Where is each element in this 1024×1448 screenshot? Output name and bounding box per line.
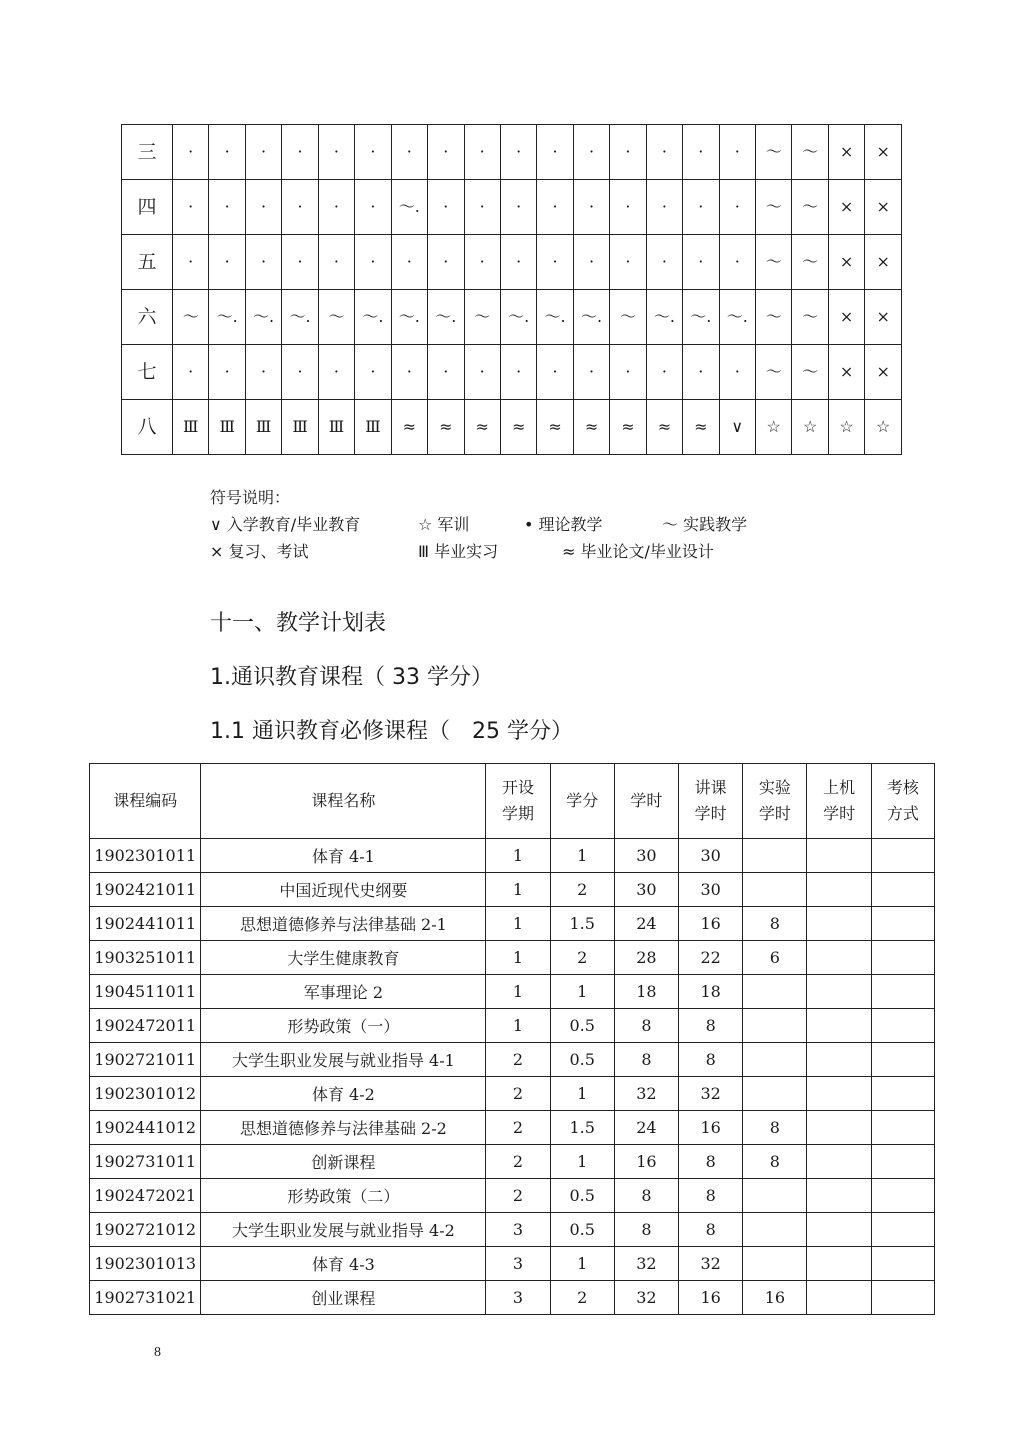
calendar-week-cell: · [683,345,719,400]
calendar-week-cell: · [173,235,209,290]
calendar-week-cell: ～ [792,290,828,345]
table-cell [807,1043,871,1077]
column-header: 考核 方式 [871,764,934,839]
calendar-week-cell: ～. [391,180,427,235]
table-cell: 3 [486,1281,550,1315]
calendar-week-cell: ≈ [610,400,646,455]
calendar-week-cell: ≈ [391,400,427,455]
legend-line-1 [210,511,748,538]
calendar-row [122,345,902,400]
calendar-week-cell: ～ [792,180,828,235]
table-cell: 18 [614,975,678,1009]
table-cell: 28 [614,941,678,975]
calendar-week-cell: · [173,125,209,180]
calendar-week-cell: ～. [428,290,464,345]
legend-internship: Ⅲ 毕业实习 [418,542,499,561]
course-name-cell: 体育 4-3 [201,1247,486,1281]
legend-theory: • 理论教学 [524,515,603,534]
table-cell [743,1247,807,1281]
table-cell: 1.5 [550,907,614,941]
calendar-week-cell: · [391,235,427,290]
calendar-week-cell: · [573,235,609,290]
column-header: 学分 [550,764,614,839]
table-cell [743,1077,807,1111]
table-cell: 30 [679,839,743,873]
table-cell: 6 [743,941,807,975]
calendar-week-cell: · [282,125,318,180]
column-header: 讲课 学时 [679,764,743,839]
table-cell: 0.5 [550,1009,614,1043]
table-cell: 1 [486,839,550,873]
course-code-cell: 1904511011 [90,975,201,1009]
calendar-week-cell: ≈ [500,400,536,455]
table-cell: 1 [550,1247,614,1281]
calendar-week-cell: · [318,180,354,235]
course-code-cell: 1902301011 [90,839,201,873]
calendar-week-cell: ≈ [537,400,573,455]
calendar-week-cell: ～ [756,180,792,235]
calendar-week-cell: ～ [792,345,828,400]
calendar-week-cell: ～ [610,290,646,345]
table-cell: 2 [550,941,614,975]
table-cell: 30 [614,873,678,907]
calendar-week-cell: ≈ [573,400,609,455]
legend-thesis: ≈ 毕业论文/毕业设计 [562,542,714,561]
table-cell [871,941,934,975]
table-cell [807,1145,871,1179]
table-cell [807,1247,871,1281]
calendar-week-cell: × [828,180,864,235]
table-cell: 1 [550,839,614,873]
calendar-week-cell: ～. [209,290,245,345]
calendar-week-cell: · [683,235,719,290]
section-title: 十一、教学计划表 [210,611,387,636]
table-row [90,1281,935,1315]
page-number: 8 [154,1345,161,1360]
table-row [90,907,935,941]
calendar-week-cell: · [464,235,500,290]
calendar-week-cell: · [282,180,318,235]
calendar-week-cell: · [355,345,391,400]
calendar-week-cell: · [573,125,609,180]
table-cell: 8 [614,1179,678,1213]
calendar-week-cell: · [537,345,573,400]
symbol-legend [210,484,748,565]
calendar-week-cell: × [828,125,864,180]
calendar-week-cell: ～. [391,290,427,345]
table-cell [871,1043,934,1077]
table-row [90,1179,935,1213]
table-cell: 22 [679,941,743,975]
calendar-week-cell: ≈ [428,400,464,455]
table-cell: 8 [679,1145,743,1179]
calendar-week-cell: Ⅲ [318,400,354,455]
table-row [90,1145,935,1179]
table-cell: 0.5 [550,1213,614,1247]
calendar-week-cell: · [610,125,646,180]
table-cell [743,1043,807,1077]
table-cell [807,941,871,975]
calendar-week-cell: · [537,180,573,235]
table-cell: 2 [486,1077,550,1111]
table-cell [871,975,934,1009]
table-cell [871,1247,934,1281]
calendar-week-cell: · [245,235,281,290]
table-cell [871,839,934,873]
table-cell [871,907,934,941]
table-cell: 8 [614,1009,678,1043]
table-cell: 24 [614,907,678,941]
calendar-week-cell: · [428,180,464,235]
table-cell [807,1077,871,1111]
table-row [90,1111,935,1145]
calendar-week-cell: ～. [683,290,719,345]
calendar-week-cell: · [464,180,500,235]
table-cell [807,839,871,873]
calendar-week-cell: · [318,235,354,290]
table-cell [807,975,871,1009]
table-cell: 0.5 [550,1179,614,1213]
calendar-row [122,180,902,235]
table-cell: 16 [679,1281,743,1315]
calendar-week-cell: Ⅲ [355,400,391,455]
calendar-week-cell: · [209,235,245,290]
calendar-week-cell: · [719,345,755,400]
table-cell: 2 [550,873,614,907]
course-name-cell: 大学生健康教育 [201,941,486,975]
calendar-week-cell: · [355,235,391,290]
table-cell: 32 [679,1077,743,1111]
calendar-week-cell: · [318,125,354,180]
table-cell [743,873,807,907]
table-cell: 18 [679,975,743,1009]
subsubsection-title: 1.1 通识教育必修课程（ 25 学分） [210,719,573,744]
calendar-week-cell: ～ [756,235,792,290]
table-cell: 1 [550,1077,614,1111]
table-row [90,1077,935,1111]
calendar-week-cell: ～ [318,290,354,345]
table-cell: 3 [486,1213,550,1247]
calendar-week-cell: · [646,345,682,400]
column-header: 开设 学期 [486,764,550,839]
course-code-cell: 1902721012 [90,1213,201,1247]
course-name-cell: 形势政策（一） [201,1009,486,1043]
table-cell [743,1213,807,1247]
course-name-cell: 大学生职业发展与就业指导 4-1 [201,1043,486,1077]
course-name-cell: 军事理论 2 [201,975,486,1009]
calendar-week-cell: ～. [282,290,318,345]
calendar-year-label: 四 [122,180,173,235]
table-cell [743,975,807,1009]
table-cell [807,907,871,941]
calendar-week-cell: ∨ [719,400,755,455]
table-cell: 8 [679,1179,743,1213]
table-cell [743,839,807,873]
calendar-week-cell: · [573,345,609,400]
calendar-week-cell: ～ [792,235,828,290]
table-cell: 2 [486,1043,550,1077]
course-code-cell: 1902721011 [90,1043,201,1077]
course-code-cell: 1902301013 [90,1247,201,1281]
table-cell: 2 [486,1145,550,1179]
table-cell: 16 [743,1281,807,1315]
calendar-week-cell: · [610,235,646,290]
table-cell: 16 [679,907,743,941]
calendar-week-cell: ≈ [464,400,500,455]
table-cell [807,1111,871,1145]
table-cell: 32 [614,1281,678,1315]
table-cell: 30 [614,839,678,873]
table-cell [871,1281,934,1315]
table-cell: 8 [679,1043,743,1077]
calendar-week-cell: × [828,290,864,345]
table-cell [871,1179,934,1213]
course-name-cell: 创业课程 [201,1281,486,1315]
calendar-week-cell: · [209,125,245,180]
course-code-cell: 1902421011 [90,873,201,907]
calendar-week-cell: ～. [355,290,391,345]
calendar-week-cell: · [173,345,209,400]
calendar-week-cell: ～ [756,125,792,180]
calendar-week-cell: · [428,125,464,180]
calendar-row [122,400,902,455]
table-cell: 32 [614,1077,678,1111]
teaching-calendar-table [121,124,902,455]
table-cell: 32 [679,1247,743,1281]
calendar-week-cell: · [537,125,573,180]
calendar-week-cell: · [355,125,391,180]
calendar-week-cell: × [865,345,902,400]
table-cell: 0.5 [550,1043,614,1077]
column-header: 上机 学时 [807,764,871,839]
calendar-week-cell: ～ [756,290,792,345]
table-cell: 30 [679,873,743,907]
calendar-week-cell: ～. [646,290,682,345]
table-cell: 8 [743,1111,807,1145]
calendar-week-cell: Ⅲ [173,400,209,455]
calendar-week-cell: ～ [792,125,828,180]
calendar-week-cell: ～. [573,290,609,345]
calendar-week-cell: ☆ [828,400,864,455]
calendar-week-cell: · [719,125,755,180]
calendar-row [122,290,902,345]
calendar-week-cell: · [282,235,318,290]
course-code-cell: 1902301012 [90,1077,201,1111]
table-cell [807,1179,871,1213]
calendar-week-cell: · [646,125,682,180]
column-header: 课程名称 [201,764,486,839]
table-cell: 1 [486,941,550,975]
course-name-cell: 体育 4-1 [201,839,486,873]
table-row [90,1247,935,1281]
calendar-week-cell: · [464,345,500,400]
table-row [90,1043,935,1077]
calendar-week-cell: · [500,125,536,180]
course-name-cell: 思想道德修养与法律基础 2-1 [201,907,486,941]
calendar-week-cell: ≈ [683,400,719,455]
calendar-week-cell: · [500,235,536,290]
legend-line-2 [210,538,714,565]
table-cell [871,1077,934,1111]
course-name-cell: 体育 4-2 [201,1077,486,1111]
table-row [90,839,935,873]
course-name-cell: 中国近现代史纲要 [201,873,486,907]
calendar-week-cell: · [209,180,245,235]
legend-title: 符号说明： [210,488,291,507]
table-cell [871,1111,934,1145]
teaching-plan-table [89,763,935,1315]
course-code-cell: 1902441012 [90,1111,201,1145]
course-code-cell: 1902441011 [90,907,201,941]
calendar-week-cell: × [865,290,902,345]
table-cell: 8 [679,1009,743,1043]
calendar-week-cell: ☆ [792,400,828,455]
calendar-week-cell: · [610,345,646,400]
table-row [90,1213,935,1247]
calendar-week-cell: × [865,125,902,180]
table-cell: 1 [486,1009,550,1043]
calendar-week-cell: · [537,235,573,290]
calendar-week-cell: · [318,345,354,400]
calendar-week-cell: ～ [756,345,792,400]
calendar-week-cell: · [245,125,281,180]
calendar-week-cell: · [173,180,209,235]
calendar-week-cell: · [500,345,536,400]
subsection-title: 1.通识教育课程（ 33 学分） [210,665,493,690]
table-cell: 8 [743,1145,807,1179]
calendar-week-cell: · [391,125,427,180]
course-name-cell: 形势政策（二） [201,1179,486,1213]
calendar-row [122,125,902,180]
calendar-year-label: 六 [122,290,173,345]
calendar-week-cell: · [428,235,464,290]
calendar-week-cell: · [245,180,281,235]
table-row [90,941,935,975]
calendar-week-cell: ～. [245,290,281,345]
calendar-week-cell: · [464,125,500,180]
table-cell [871,1145,934,1179]
course-code-cell: 1902731011 [90,1145,201,1179]
legend-entrance-graduation: ∨ 入学教育/毕业教育 [210,515,361,534]
calendar-week-cell: · [719,235,755,290]
calendar-week-cell: · [610,180,646,235]
calendar-week-cell: ～ [464,290,500,345]
calendar-week-cell: · [646,235,682,290]
calendar-week-cell: ≈ [646,400,682,455]
course-code-cell: 1903251011 [90,941,201,975]
calendar-week-cell: · [500,180,536,235]
calendar-week-cell: · [719,180,755,235]
calendar-week-cell: · [683,180,719,235]
calendar-week-cell: ～. [500,290,536,345]
legend-military-training: ☆ 军训 [418,515,470,534]
table-cell [807,873,871,907]
course-name-cell: 思想道德修养与法律基础 2-2 [201,1111,486,1145]
calendar-week-cell: × [828,235,864,290]
table-cell [807,1281,871,1315]
calendar-week-cell: · [428,345,464,400]
table-cell: 16 [679,1111,743,1145]
calendar-week-cell: · [646,180,682,235]
calendar-week-cell: · [282,345,318,400]
calendar-year-label: 五 [122,235,173,290]
legend-review-exam: × 复习、考试 [210,542,309,561]
course-code-cell: 1902731021 [90,1281,201,1315]
table-row [90,1009,935,1043]
table-cell [807,1009,871,1043]
table-cell [807,1213,871,1247]
table-cell [871,1009,934,1043]
course-code-cell: 1902472021 [90,1179,201,1213]
calendar-week-cell: ☆ [756,400,792,455]
table-cell: 2 [486,1111,550,1145]
table-cell: 3 [486,1247,550,1281]
table-cell: 8 [614,1213,678,1247]
calendar-week-cell: × [828,345,864,400]
calendar-week-cell: · [391,345,427,400]
course-name-cell: 创新课程 [201,1145,486,1179]
calendar-week-cell: Ⅲ [245,400,281,455]
table-cell: 8 [679,1213,743,1247]
table-cell: 1 [486,873,550,907]
calendar-week-cell: Ⅲ [282,400,318,455]
table-row [90,873,935,907]
course-name-cell: 大学生职业发展与就业指导 4-2 [201,1213,486,1247]
table-cell: 16 [614,1145,678,1179]
column-header: 实验 学时 [743,764,807,839]
table-cell [871,873,934,907]
calendar-week-cell: · [209,345,245,400]
table-cell [743,1179,807,1213]
table-cell: 2 [486,1179,550,1213]
calendar-week-cell: ☆ [865,400,902,455]
calendar-week-cell: · [355,180,391,235]
table-cell: 1 [550,975,614,1009]
table-cell: 8 [743,907,807,941]
course-code-cell: 1902472011 [90,1009,201,1043]
calendar-year-label: 三 [122,125,173,180]
table-cell: 1 [550,1145,614,1179]
calendar-week-cell: · [245,345,281,400]
calendar-week-cell: ～. [537,290,573,345]
table-cell [743,1009,807,1043]
table-cell: 2 [550,1281,614,1315]
column-header: 课程编码 [90,764,201,839]
calendar-week-cell: × [865,235,902,290]
table-cell: 1.5 [550,1111,614,1145]
calendar-week-cell: × [865,180,902,235]
table-row [90,975,935,1009]
calendar-year-label: 八 [122,400,173,455]
calendar-week-cell: Ⅲ [209,400,245,455]
calendar-week-cell: · [573,180,609,235]
calendar-week-cell: · [683,125,719,180]
calendar-week-cell: ～. [719,290,755,345]
calendar-year-label: 七 [122,345,173,400]
table-cell: 1 [486,907,550,941]
table-cell: 24 [614,1111,678,1145]
table-cell: 1 [486,975,550,1009]
legend-practice: ～ 实践教学 [662,515,748,534]
calendar-row [122,235,902,290]
column-header: 学时 [614,764,678,839]
calendar-week-cell: ～ [173,290,209,345]
table-cell: 32 [614,1247,678,1281]
table-cell: 8 [614,1043,678,1077]
table-cell [871,1213,934,1247]
